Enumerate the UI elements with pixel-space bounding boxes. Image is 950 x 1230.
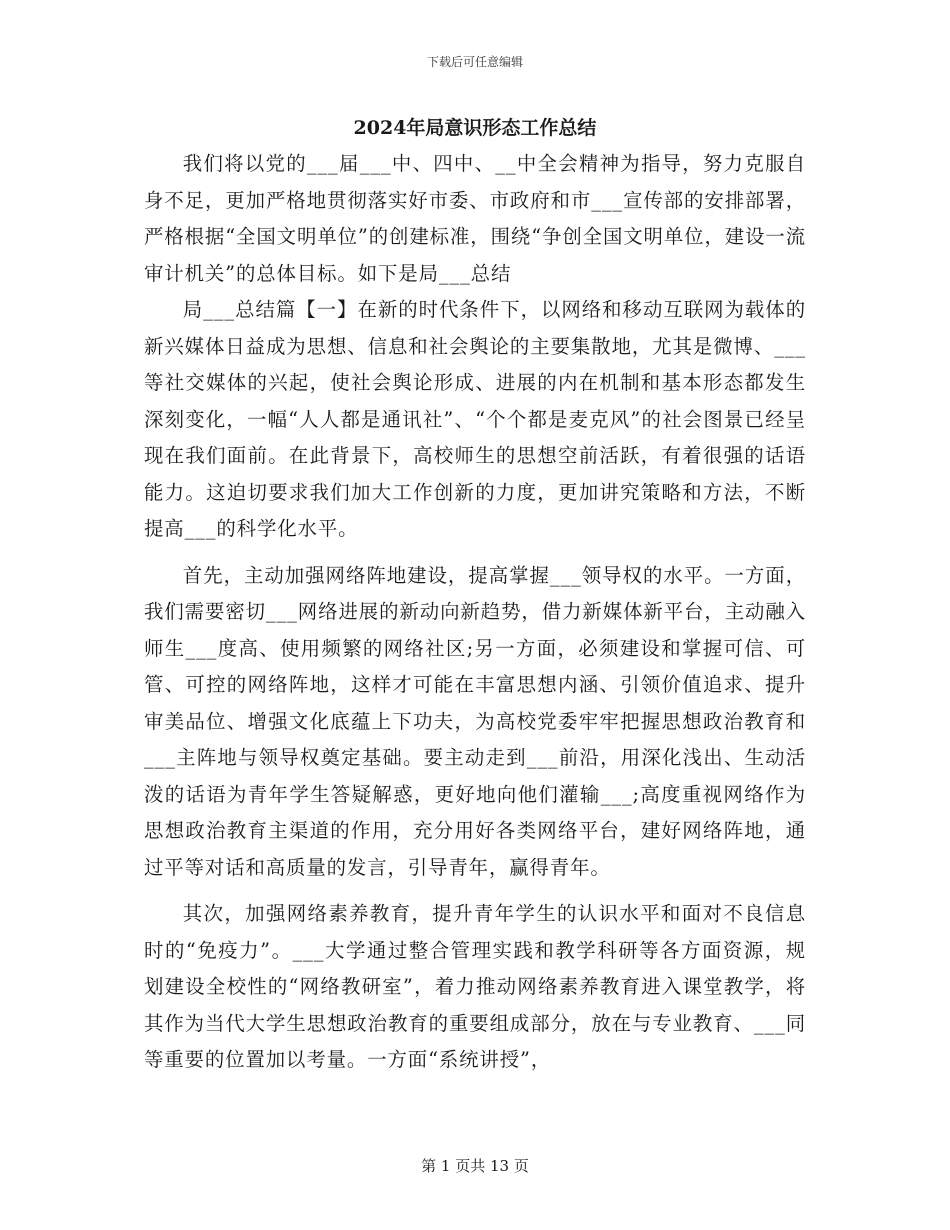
document-title: 2024年局意识形态工作总结 (353, 117, 597, 139)
page-number: 第 1 页共 13 页 (421, 1157, 529, 1175)
header-note: 下载后可任意编辑 (426, 55, 523, 69)
paragraph-intro: 我们将以党的___届___中、四中、__中全会精神为指导，努力克服自身不足，更加严格地贯彻落实好市委、市政府和市___宣传部的安排部署，严格根据“全国文明单位”的创建标准，围绕“争创全国文明单位，建设一流审计机关”的总体目标。如下是局___总结 (144, 152, 806, 285)
paragraph-part-one: 局___总结篇【一】在新的时代条件下，以网络和移动互联网为载体的新兴媒体日益成为思想、信息和社会舆论的主要集散地，尤其是微博、___等社交媒体的兴起，使社会舆论形成、进展的内在机制和基本形态都发生深刻变化，一幅“人人都是通讯社”、“个个都是麦克风”的社会图景已经呈现在我们面前。在此背景下，高校师生的思想空前活跃，有着很强的话语能力。这迫切要求我们加大工作创新的力度，更加讲究策略和方法，不断提高___的科学化水平。 (144, 298, 806, 540)
paragraph-first-point: 首先，主动加强网络阵地建设，提高掌握___领导权的水平。一方面，我们需要密切___网络进展的新动向新趋势，借力新媒体新平台，主动融入师生___度高、使用频繁的网络社区;另一方面，必须建设和掌握可信、可管、可控的网络阵地，这样才可能在丰富思想内涵、引领价值追求、提升审美品位、增强文化底蕴上下功夫，为高校党委牢牢把握思想政治教育和___主阵地与领导权奠定基础。要主动走到___前沿，用深化浅出、生动活泼的话语为青年学生答疑解惑，更好地向他们灌输___;高度重视网络作为思想政治教育主渠道的作用，充分用好各类网络平台，建好网络阵地，通过平等对话和高质量的发言，引导青年，赢得青年。 (144, 563, 806, 879)
document-body (144, 146, 806, 1079)
paragraph-second-point: 其次，加强网络素养教育，提升青年学生的认识水平和面对不良信息时的“免疫力”。___大学通过整合管理实践和教学科研等各方面资源，规划建设全校性的“网络教研室”，着力推动网络素养教育进入课堂教学，将其作为当代大学生思想政治教育的重要组成部分，放在与专业教育、___同等重要的位置加以考量。一方面“系统讲授”， (144, 902, 806, 1071)
